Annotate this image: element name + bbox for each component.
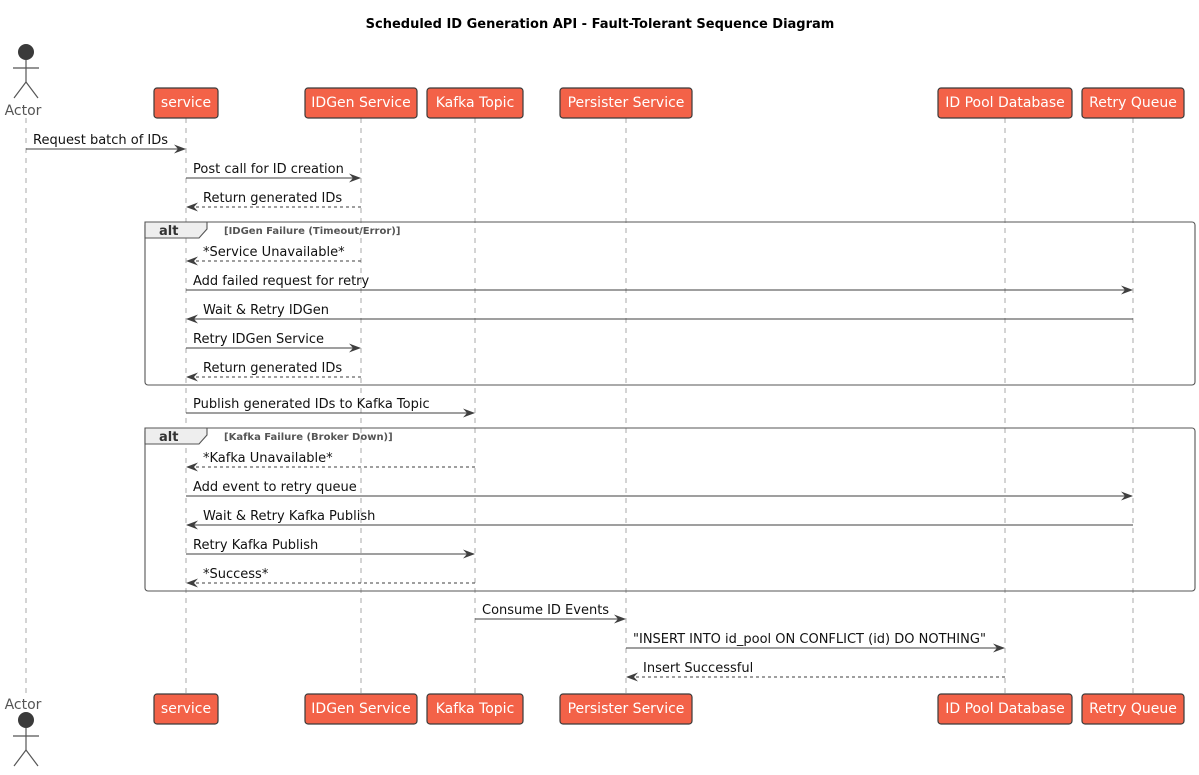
participant-idgen-top	[305, 88, 417, 118]
actor-leg-right-icon	[26, 82, 38, 98]
actor-head-icon	[18, 712, 34, 728]
message-6-wait-retry-idgen	[186, 303, 1133, 324]
participant-kafka-bottom	[427, 694, 523, 724]
message-label: Retry Kafka Publish	[193, 538, 319, 553]
participant-service-bottom	[154, 694, 218, 724]
message-3-return-generated-ids	[186, 191, 361, 212]
message-label: Return generated IDs	[203, 361, 343, 376]
message-label: Insert Successful	[643, 661, 754, 676]
actor-label: Actor	[4, 103, 42, 119]
fragment-kind: alt	[159, 430, 179, 445]
messages	[26, 133, 1133, 682]
message-2-post-call-for-id-creation	[186, 162, 361, 183]
participant-label: Persister Service	[567, 701, 685, 717]
message-label: Request batch of IDs	[33, 133, 169, 148]
message-13-retry-kafka-publish	[186, 538, 475, 559]
message-label: *Kafka Unavailable*	[203, 451, 333, 466]
actor-head-icon	[18, 44, 34, 60]
actor-leg-left-icon	[14, 82, 26, 98]
participant-label: service	[160, 701, 212, 717]
message-14-success	[186, 567, 475, 588]
message-4-service-unavailable	[186, 245, 361, 266]
participant-label: ID Pool Database	[945, 95, 1065, 111]
participants	[5, 44, 1184, 766]
message-label: Publish generated IDs to Kafka Topic	[193, 397, 430, 412]
message-8-return-generated-ids	[186, 361, 361, 382]
participant-label: ID Pool Database	[945, 701, 1065, 717]
fragment-guard: [Kafka Failure (Broker Down)]	[224, 432, 393, 443]
message-label: *Success*	[203, 567, 269, 582]
participant-persister-bottom	[560, 694, 692, 724]
actor-bottom	[5, 697, 42, 766]
actor-label: Actor	[4, 697, 42, 713]
message-5-add-failed-request-for-retry	[186, 274, 1133, 295]
participant-persister-top	[560, 88, 692, 118]
fragment-kind: alt	[159, 224, 179, 239]
participant-idpool-bottom	[938, 694, 1072, 724]
participant-idpool-top	[938, 88, 1072, 118]
message-1-request-batch-of-ids	[26, 133, 186, 154]
message-15-consume-id-events	[475, 603, 626, 624]
message-label: Add failed request for retry	[193, 274, 370, 289]
message-label: Wait & Retry Kafka Publish	[203, 509, 376, 524]
participant-idgen-bottom	[305, 694, 417, 724]
message-12-wait-retry-kafka-publish	[186, 509, 1133, 530]
diagram-title: Scheduled ID Generation API - Fault-Tolerant Sequence Diagram	[365, 17, 835, 32]
message-11-add-event-to-retry-queue	[186, 480, 1133, 501]
participant-kafka-top	[427, 88, 523, 118]
participant-label: IDGen Service	[311, 701, 411, 717]
message-label: "INSERT INTO id_pool ON CONFLICT (id) DO NOTHING"	[633, 632, 986, 647]
participant-label: Kafka Topic	[435, 701, 515, 717]
participant-label: IDGen Service	[311, 95, 411, 111]
participant-retry-top	[1082, 88, 1184, 118]
participant-label: service	[160, 95, 212, 111]
message-label: Consume ID Events	[482, 603, 610, 618]
message-label: *Service Unavailable*	[203, 245, 345, 260]
participant-label: Kafka Topic	[435, 95, 515, 111]
message-9-publish-generated-ids-to-kafka-topic	[186, 397, 475, 418]
message-label: Wait & Retry IDGen	[203, 303, 329, 318]
message-7-retry-idgen-service	[186, 332, 361, 353]
message-16-insert-into-id-pool-on-conflict-id-do-no	[626, 632, 1005, 653]
actor-leg-left-icon	[14, 750, 26, 766]
participant-label: Retry Queue	[1089, 95, 1177, 111]
message-label: Add event to retry queue	[193, 480, 357, 495]
message-17-insert-successful	[626, 661, 1005, 682]
actor-top	[5, 44, 42, 119]
message-label: Retry IDGen Service	[193, 332, 325, 347]
participant-label: Retry Queue	[1089, 701, 1177, 717]
actor-leg-right-icon	[26, 750, 38, 766]
participant-service-top	[154, 88, 218, 118]
message-label: Return generated IDs	[203, 191, 343, 206]
message-10-kafka-unavailable	[186, 451, 475, 472]
fragment-guard: [IDGen Failure (Timeout/Error)]	[224, 226, 401, 237]
participant-label: Persister Service	[567, 95, 685, 111]
participant-retry-bottom	[1082, 694, 1184, 724]
message-label: Post call for ID creation	[193, 162, 344, 177]
